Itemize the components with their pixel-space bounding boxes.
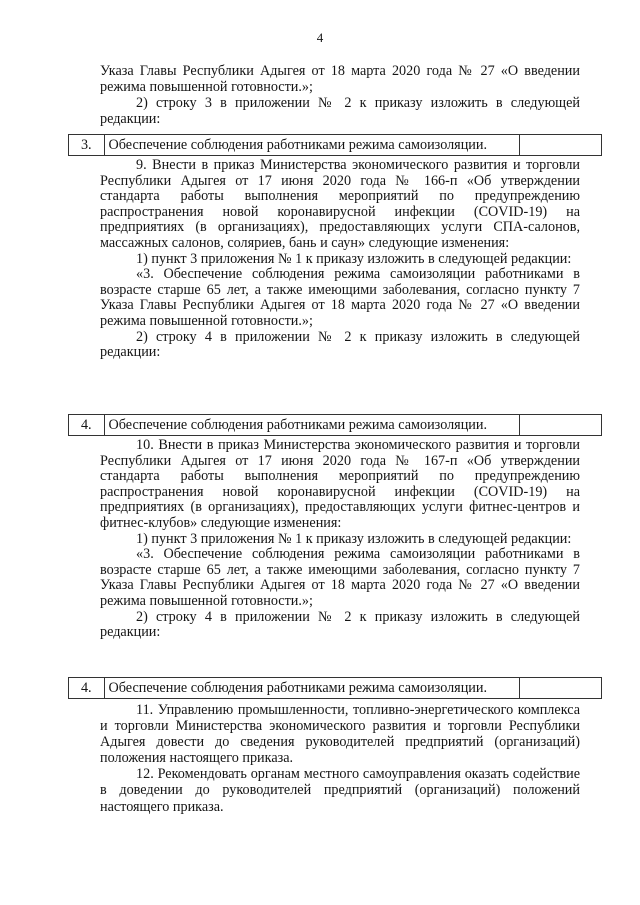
table-cell-text: Обеспечение соблюдения работниками режима самоизоляции. — [104, 415, 519, 436]
paragraph-row3-instruction: 2) строку 3 в приложении № 2 к приказу изложить в следующей редакции: — [100, 95, 580, 128]
table-cell-text: Обеспечение соблюдения работниками режима самоизоляции. — [104, 678, 519, 699]
table-cell-text: Обеспечение соблюдения работниками режима самоизоляции. — [104, 135, 519, 156]
table-cell-empty — [519, 135, 601, 156]
paragraph-item-10-2: 2) строку 4 в приложении № 2 к приказу изложить в следующей редакции: — [100, 608, 580, 641]
table-row-4a — [68, 414, 602, 436]
table-cell-number: 4. — [69, 415, 105, 436]
block-2 — [100, 158, 580, 361]
table-row-4b — [68, 677, 602, 699]
paragraph-item-10: 10. Внести в приказ Министерства экономического развития и торговли Республики Адыгея от 17 июня 2020 года № 167-п «Об утверждении стандарта работы выполнения мероприятий по предупреждению распространения новой коронавирусной инфекции (COVID-19) на предприятиях (в организациях), предоставляющих услуги фитнес-центров и фитнес-клубов» следующие изменения: — [100, 437, 580, 531]
paragraph-item-12: 12. Рекомендовать органам местного самоуправления оказать содействие в доведении до руководителей предприятий (организаций) положений настоящего приказа. — [100, 766, 580, 815]
page-number: 4 — [316, 30, 324, 45]
paragraph-item-11: 11. Управлению промышленности, топливно-энергетического комплекса и торговли Министерства экономического развития и торговли Республики Адыгея довести до сведения руководителей предприятий (организаций) положения настоящего приказа. — [100, 702, 580, 767]
block-3 — [100, 438, 580, 641]
table-cell-empty — [519, 415, 601, 436]
table-cell-number: 4. — [69, 678, 105, 699]
paragraph-item-9-2: 2) строку 4 в приложении № 2 к приказу изложить в следующей редакции: — [100, 328, 580, 361]
table-cell-number: 3. — [69, 135, 105, 156]
table-cell-empty — [519, 678, 601, 699]
table-row-3 — [68, 134, 602, 156]
paragraph-item-10-quote: «3. Обеспечение соблюдения режима самоизоляции работниками в возрасте старше 65 лет, а также имеющими заболевания, согласно пункту 7 Указа Главы Республики Адыгея от 18 марта 2020 года № 27 «О введении режима повышенной готовности.»; — [100, 546, 580, 609]
paragraph-item-10-1: 1) пункт 3 приложения № 1 к приказу изложить в следующей редакции: — [136, 530, 572, 547]
block-1 — [100, 63, 580, 127]
block-4 — [100, 702, 580, 815]
paragraph-decree-tail: Указа Главы Республики Адыгея от 18 марта 2020 года № 27 «О введении режима повышенной готовности.»; — [100, 63, 580, 96]
paragraph-item-9-quote: «3. Обеспечение соблюдения режима самоизоляции работниками в возрасте старше 65 лет, а также имеющими заболевания, согласно пункту 7 Указа Главы Республики Адыгея от 18 марта 2020 года № 27 «О введении режима повышенной готовности.»; — [100, 266, 580, 329]
paragraph-item-9-1: 1) пункт 3 приложения № 1 к приказу изложить в следующей редакции: — [136, 250, 572, 267]
paragraph-item-9: 9. Внести в приказ Министерства экономического развития и торговли Республики Адыгея от 17 июня 2020 года № 166-п «Об утверждении стандарта работы выполнения мероприятий по предупреждению распространения новой коронавирусной инфекции (COVID-19) на предприятиях (в организациях), предоставляющих услуги СПА-салонов, массажных салонов, соляриев, бань и саун» следующие изменения: — [100, 157, 580, 251]
